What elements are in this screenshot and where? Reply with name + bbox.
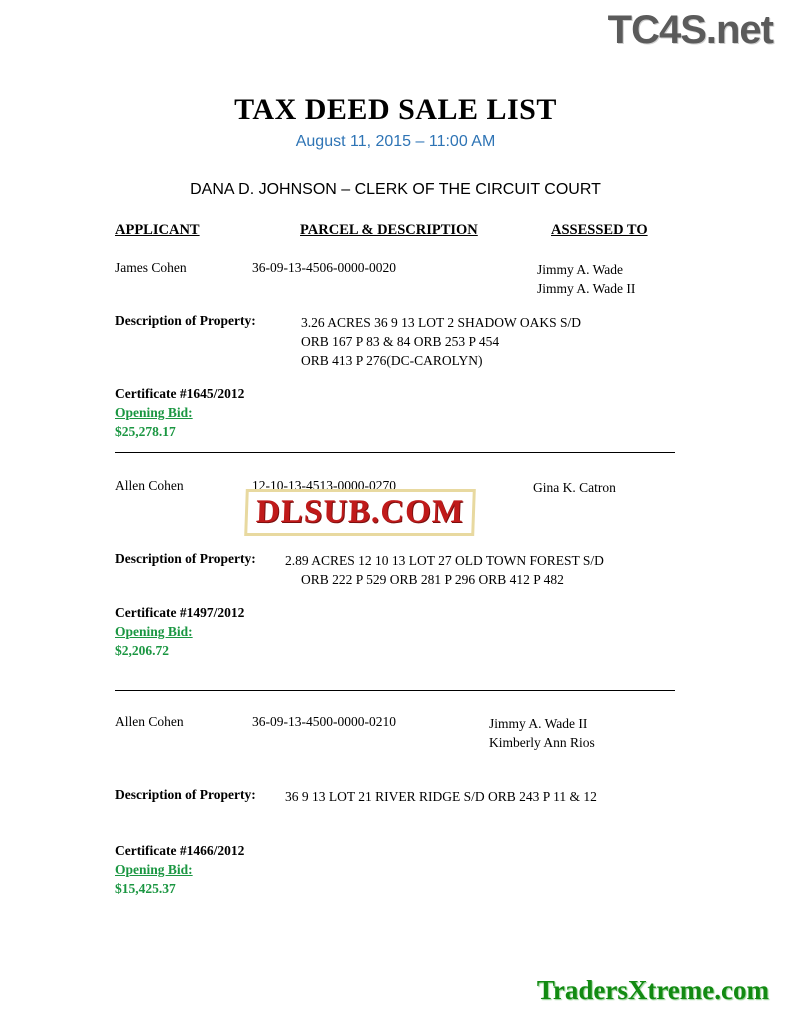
opening-bid-amount: $2,206.72 xyxy=(115,643,169,658)
column-header-assessed: ASSESSED TO xyxy=(551,222,648,238)
watermark-middle: DLSUB.COM xyxy=(244,489,476,536)
opening-bid-amount: $25,278.17 xyxy=(115,424,176,439)
description-line: ORB 413 P 276(DC-CAROLYN) xyxy=(301,353,483,368)
assessed-to-name: Jimmy A. Wade xyxy=(537,262,624,277)
entry-divider xyxy=(115,690,675,691)
description-line: 3.26 ACRES 36 9 13 LOT 2 SHADOW OAKS S/D xyxy=(301,315,582,330)
assessed-to-name: Kimberly Ann Rios xyxy=(489,735,595,750)
certificate-number: Certificate #1645/2012 xyxy=(115,386,245,401)
opening-bid-amount: $15,425.37 xyxy=(115,881,176,896)
page-title: TAX DEED SALE LIST xyxy=(234,93,557,126)
watermark-bottom-right: TradersXtreme.com xyxy=(536,975,769,1005)
opening-bid-label: Opening Bid: xyxy=(115,862,193,877)
entry-divider xyxy=(115,452,675,453)
sale-datetime: August 11, 2015 – 11:00 AM xyxy=(295,133,496,150)
column-header-applicant: APPLICANT xyxy=(115,222,200,238)
assessed-to-name: Jimmy A. Wade II xyxy=(489,716,588,731)
certificate-number: Certificate #1466/2012 xyxy=(115,843,245,858)
column-header-parcel: PARCEL & DESCRIPTION xyxy=(300,222,478,238)
description-label: Description of Property: xyxy=(115,313,256,328)
parcel-id: 12-10-13-4513-0000-0270 xyxy=(252,478,396,493)
assessed-to-name: Jimmy A. Wade II xyxy=(537,281,636,296)
certificate-number: Certificate #1497/2012 xyxy=(115,605,245,620)
description-line: ORB 222 P 529 ORB 281 P 296 ORB 412 P 482 xyxy=(301,572,564,587)
applicant-name: Allen Cohen xyxy=(115,714,184,729)
description-line: 2.89 ACRES 12 10 13 LOT 27 OLD TOWN FOREST S/D xyxy=(285,553,604,568)
applicant-name: James Cohen xyxy=(115,260,187,275)
watermark-top-right: TC4S.net xyxy=(607,8,773,52)
assessed-to-name: Gina K. Catron xyxy=(533,480,616,495)
applicant-name: Allen Cohen xyxy=(115,478,184,493)
parcel-id: 36-09-13-4506-0000-0020 xyxy=(252,260,396,275)
description-line: ORB 167 P 83 & 84 ORB 253 P 454 xyxy=(301,334,500,349)
clerk-line: DANA D. JOHNSON – CLERK OF THE CIRCUIT COURT xyxy=(190,181,601,198)
parcel-id: 36-09-13-4500-0000-0210 xyxy=(252,714,396,729)
opening-bid-label: Opening Bid: xyxy=(115,624,193,639)
description-label: Description of Property: xyxy=(115,787,256,802)
description-line: 36 9 13 LOT 21 RIVER RIDGE S/D ORB 243 P 11 & 12 xyxy=(285,789,597,804)
opening-bid-label: Opening Bid: xyxy=(115,405,193,420)
description-label: Description of Property: xyxy=(115,551,256,566)
